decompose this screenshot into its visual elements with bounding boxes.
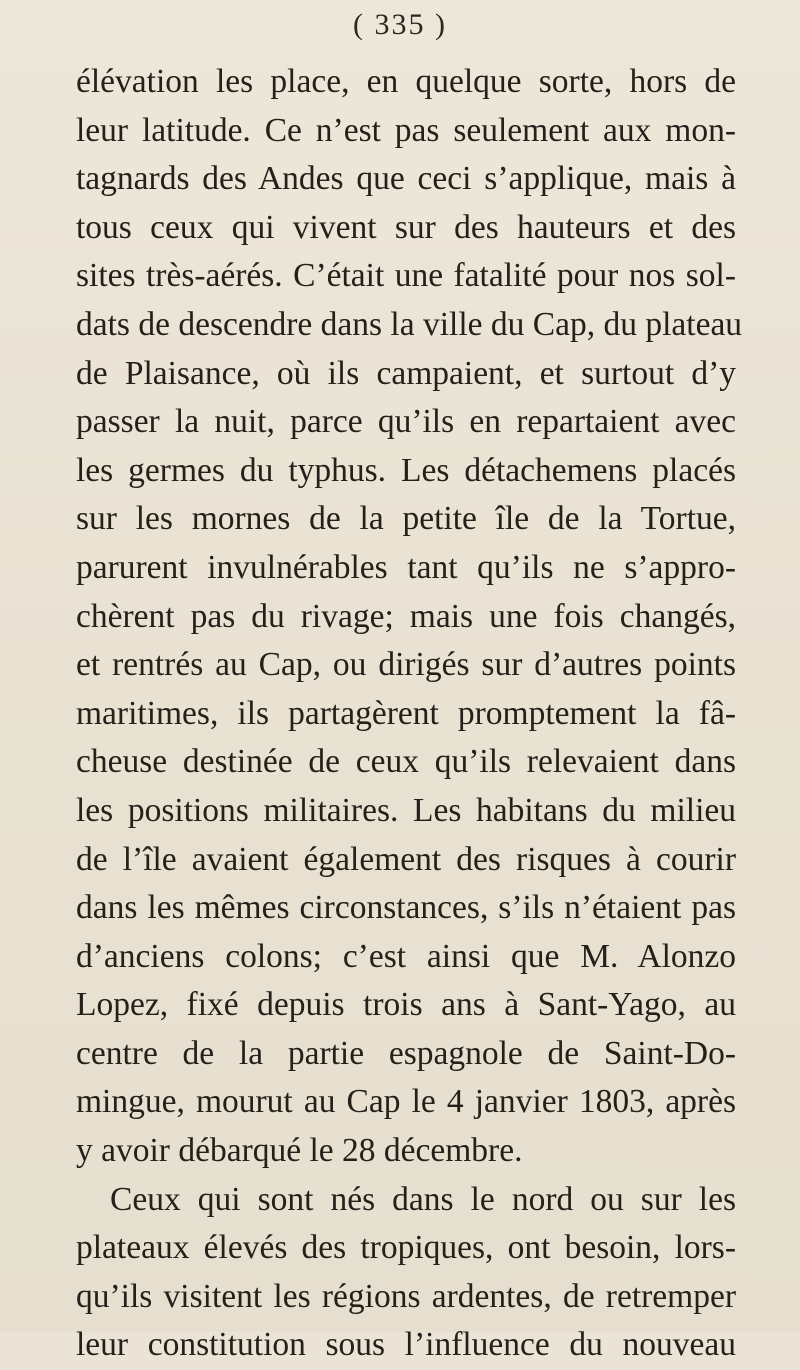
text-line: mingue, mourut au Cap le 4 janvier 1803, après: [76, 1083, 736, 1121]
text-line: élévation les place, en quelque sorte, hors de: [76, 63, 736, 100]
text-line: chèrent pas du rivage; mais une fois changés,: [76, 597, 736, 635]
text-line: tagnards des Andes que ceci s’applique, mais à: [76, 160, 736, 198]
text-line: tous ceux qui vivent sur des hauteurs et des: [76, 208, 736, 246]
text-line: d’anciens colons; c’est ainsi que M. Alonzo: [76, 937, 736, 975]
text-line: de l’île avaient également des risques à courir: [76, 840, 736, 878]
text-line: Lopez, fixé depuis trois ans à Sant-Yago, au: [76, 986, 736, 1024]
body-text: [76, 58, 743, 1370]
text-line: cheuse destinée de ceux qu’ils relevaient dans: [76, 743, 736, 781]
text-line: plateaux élevés des tropiques, ont besoin, lors-: [76, 1229, 736, 1267]
text-line: dats de descendre dans la ville du Cap, du plateau: [76, 305, 743, 343]
text-line: de Plaisance, où ils campaient, et surtout d’y: [76, 354, 736, 392]
text-line: parurent invulnérables tant qu’ils ne s’appro-: [76, 548, 736, 586]
text-line: les germes du typhus. Les détachemens placés: [76, 451, 736, 489]
text-line: sites très-aérés. C’était une fatalité pour nos sol-: [76, 257, 736, 295]
text-line: leur latitude. Ce n’est pas seulement aux mon-: [76, 111, 736, 149]
text-line: dans les mêmes circonstances, s’ils n’étaient pas: [76, 889, 736, 927]
text-line: leur constitution sous l’influence du nouveau: [76, 1326, 736, 1364]
paragraph-start-line: Ceux qui sont nés dans le nord ou sur les: [110, 1180, 736, 1218]
text-line: centre de la partie espagnole de Saint-Do-: [76, 1034, 736, 1072]
paragraph-end-line: y avoir débarqué le 28 décembre.: [76, 1132, 523, 1170]
text-line: qu’ils visitent les régions ardentes, de retremper: [76, 1277, 736, 1315]
text-line: les positions militaires. Les habitans du milieu: [76, 791, 736, 829]
text-line: et rentrés au Cap, ou dirigés sur d’autres points: [76, 646, 736, 684]
page-number: ( 335 ): [353, 8, 447, 41]
text-line: sur les mornes de la petite île de la Tortue,: [76, 500, 736, 538]
text-line: passer la nuit, parce qu’ils en repartaient avec: [76, 403, 736, 441]
text-line: maritimes, ils partagèrent promptement la fâ-: [76, 694, 736, 732]
